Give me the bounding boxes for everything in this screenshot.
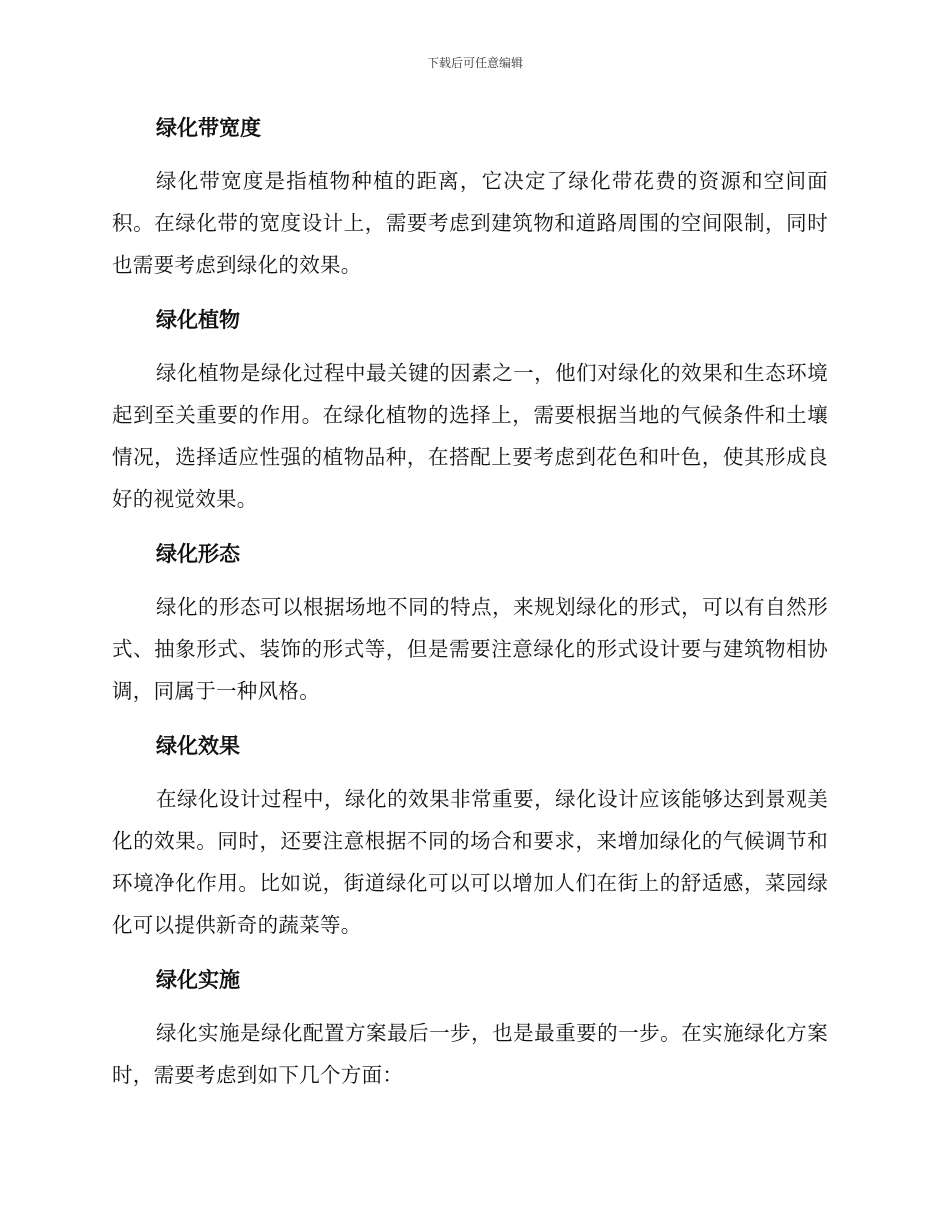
section-heading: 绿化带宽度 — [156, 116, 261, 140]
section-paragraph: 在绿化设计过程中，绿化的效果非常重要，绿化设计应该能够达到景观美化的效果。同时，还要注意根据不同的场合和要求，来增加绿化的气候调节和环境净化作用。比如说，街道绿化可以可以增加人们在街上的舒适感，菜园绿化可以提供新奇的蔬菜等。 — [112, 787, 828, 937]
section-width — [112, 108, 828, 286]
section-plants — [112, 300, 828, 520]
section-heading: 绿化植物 — [156, 308, 240, 332]
header-note: 下载后可任意编辑 — [426, 56, 523, 70]
section-implementation — [112, 960, 828, 1096]
section-heading: 绿化形态 — [156, 542, 240, 566]
section-heading: 绿化效果 — [156, 734, 240, 758]
section-paragraph: 绿化带宽度是指植物种植的距离，它决定了绿化带花费的资源和空间面积。在绿化带的宽度设计上，需要考虑到建筑物和道路周围的空间限制，同时也需要考虑到绿化的效果。 — [112, 169, 828, 277]
section-heading: 绿化实施 — [156, 968, 240, 992]
section-effect — [112, 726, 828, 946]
section-paragraph: 绿化实施是绿化配置方案最后一步，也是最重要的一步。在实施绿化方案时，需要考虑到如下几个方面： — [112, 1021, 828, 1087]
document-content — [112, 108, 828, 1110]
section-form — [112, 534, 828, 712]
section-paragraph: 绿化的形态可以根据场地不同的特点，来规划绿化的形式，可以有自然形式、抽象形式、装饰的形式等，但是需要注意绿化的形式设计要与建筑物相协调，同属于一种风格。 — [112, 595, 828, 703]
section-paragraph: 绿化植物是绿化过程中最关键的因素之一，他们对绿化的效果和生态环境起到至关重要的作用。在绿化植物的选择上，需要根据当地的气候条件和土壤情况，选择适应性强的植物品种，在搭配上要考虑到花色和叶色，使其形成良好的视觉效果。 — [112, 361, 828, 511]
